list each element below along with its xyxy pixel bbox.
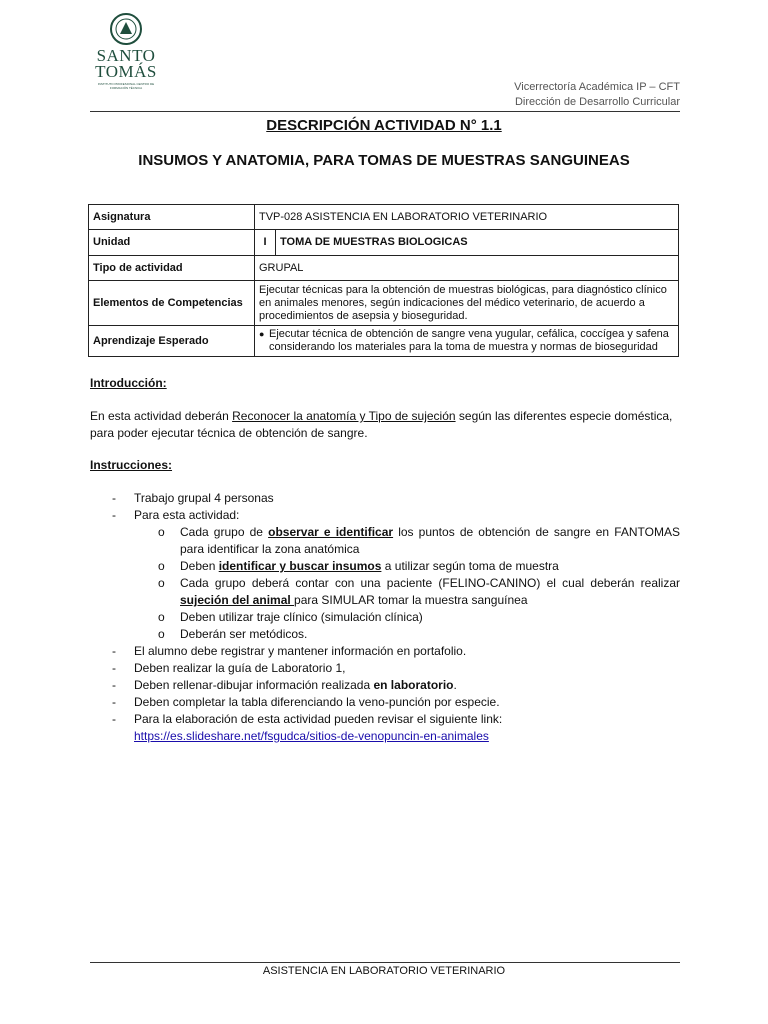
- instr-item-1: Trabajo grupal 4 personas: [134, 491, 274, 505]
- list-item: [90, 694, 680, 711]
- instr-item-5c: .: [453, 678, 457, 692]
- sub2-text-a: Deben: [180, 559, 219, 573]
- sub1-text-b: observar e identificar: [268, 525, 394, 539]
- footer-divider: [90, 962, 680, 963]
- dash-marker: -: [112, 678, 116, 692]
- aprendizaje-cell: [255, 326, 679, 357]
- instr-item-3: El alumno debe registrar y mantener información en portafolio.: [134, 644, 467, 658]
- asignatura-value: TVP-028 ASISTENCIA EN LABORATORIO VETERINARIO: [255, 205, 679, 230]
- sub-list-item: [90, 609, 680, 626]
- sub-list-item: [90, 575, 680, 609]
- instr-item-7: Para la elaboración de esta actividad pueden revisar el siguiente link:: [134, 712, 503, 726]
- table-row: [89, 205, 679, 230]
- sub1-text-a: Cada grupo de: [180, 525, 269, 539]
- instr-item-2: Para esta actividad:: [134, 508, 240, 522]
- elementos-label: Elementos de Competencias: [89, 281, 255, 326]
- circle-marker: o: [158, 610, 165, 624]
- circle-marker: o: [158, 559, 165, 573]
- bullet-icon: ●: [259, 329, 265, 339]
- aprendizaje-value: Ejecutar técnica de obtención de sangre vena yugular, cefálica, coccígea y safena considerando los materiales para la toma de muestra y normas de bioseguridad: [269, 328, 669, 353]
- unidad-value: TOMA DE MUESTRAS BIOLOGICAS: [276, 230, 679, 256]
- dash-marker: -: [112, 508, 116, 522]
- dash-marker: -: [112, 712, 116, 726]
- instr-item-5b: en laboratorio: [373, 678, 454, 692]
- logo-brand-line1: SANTO: [96, 46, 156, 65]
- dash-marker: -: [112, 695, 116, 709]
- logo-brand-line2: TOMÁS: [95, 62, 157, 81]
- sub-list-item: [90, 524, 680, 558]
- header-line1: Vicerrectoría Académica IP – CFT: [514, 81, 680, 93]
- header-department: [514, 80, 680, 110]
- intro-text-1: En esta actividad deberán: [90, 409, 233, 423]
- instr-item-5a: Deben rellenar-dibujar información realizada: [134, 678, 374, 692]
- list-item: [90, 490, 680, 507]
- activity-info-table: [88, 204, 679, 357]
- list-item: [90, 677, 680, 694]
- sub-list-item: [90, 626, 680, 643]
- dash-marker: -: [112, 661, 116, 675]
- intro-text-3: según las diferentes especie doméstica, para poder ejecutar técnica de obtención de sangre.: [90, 409, 673, 440]
- circle-marker: o: [158, 627, 165, 641]
- intro-heading: Introducción:: [90, 376, 167, 390]
- instructions-list: [90, 490, 680, 745]
- sub5-text: Deberán ser metódicos.: [180, 627, 308, 641]
- intro-paragraph: [90, 408, 680, 442]
- page-subtitle: INSUMOS Y ANATOMIA, PARA TOMAS DE MUESTRAS SANGUINEAS: [138, 152, 630, 169]
- sub3-text-b: sujeción del animal: [180, 593, 295, 607]
- circle-marker: o: [158, 576, 165, 590]
- tipo-value: GRUPAL: [255, 256, 679, 281]
- sub2-text-c: a utilizar según toma de muestra: [381, 559, 559, 573]
- sub3-text-a: Cada grupo deberá contar con una paciente (FELINO-CANINO) el cual deberán realizar: [180, 576, 680, 590]
- sub4-text: Deben utilizar traje clínico (simulación clínica): [180, 610, 423, 624]
- crest-icon: [109, 10, 143, 48]
- logo-tagline: INSTITUTO PROFESIONAL CENTRO DE FORMACIÓN TÉCNICA: [97, 82, 155, 90]
- slideshare-link[interactable]: https://es.slideshare.net/fsgudca/sitios-de-venopuncin-en-animales: [134, 729, 489, 743]
- sub-list-item: [90, 558, 680, 575]
- page-title: DESCRIPCIÓN ACTIVIDAD N° 1.1: [266, 117, 502, 134]
- tipo-label: Tipo de actividad: [89, 256, 255, 281]
- list-item: [90, 643, 680, 660]
- list-item: [90, 660, 680, 677]
- instr-item-4: Deben realizar la guía de Laboratorio 1,: [134, 661, 346, 675]
- elementos-value: Ejecutar técnicas para la obtención de muestras biológicas, para diagnóstico clínico en animales menores, según indicaciones del médico veterinario, de acuerdo a procedimientos de asepsia y bioseguridad.: [255, 281, 679, 326]
- dash-marker: -: [112, 644, 116, 658]
- instr-item-6: Deben completar la tabla diferenciando la veno-punción por especie.: [134, 695, 500, 709]
- table-row: [89, 230, 679, 256]
- footer-text: ASISTENCIA EN LABORATORIO VETERINARIO: [262, 965, 506, 977]
- unidad-number: I: [255, 230, 276, 256]
- aprendizaje-label: Aprendizaje Esperado: [89, 326, 255, 357]
- asignatura-label: Asignatura: [89, 205, 255, 230]
- institution-logo: [90, 10, 162, 90]
- header-line2: Dirección de Desarrollo Curricular: [514, 96, 680, 108]
- table-row: [89, 326, 679, 357]
- table-row: [89, 256, 679, 281]
- table-row: [89, 281, 679, 326]
- header-divider: [90, 111, 680, 112]
- sub3-text-c: para SIMULAR tomar la muestra sanguínea: [294, 593, 528, 607]
- list-item: [90, 507, 680, 524]
- list-item: [90, 711, 680, 745]
- intro-text-underlined: Reconocer la anatomía y Tipo de sujeción: [232, 409, 456, 423]
- unidad-label: Unidad: [89, 230, 255, 256]
- sub1-text-c: los puntos de obtención de sangre en FANTOMAS para identificar la zona anatómica: [180, 525, 681, 556]
- instructions-heading: Instrucciones:: [90, 458, 173, 472]
- sub2-text-b: identificar y buscar insumos: [218, 559, 382, 573]
- circle-marker: o: [158, 525, 165, 539]
- dash-marker: -: [112, 491, 116, 505]
